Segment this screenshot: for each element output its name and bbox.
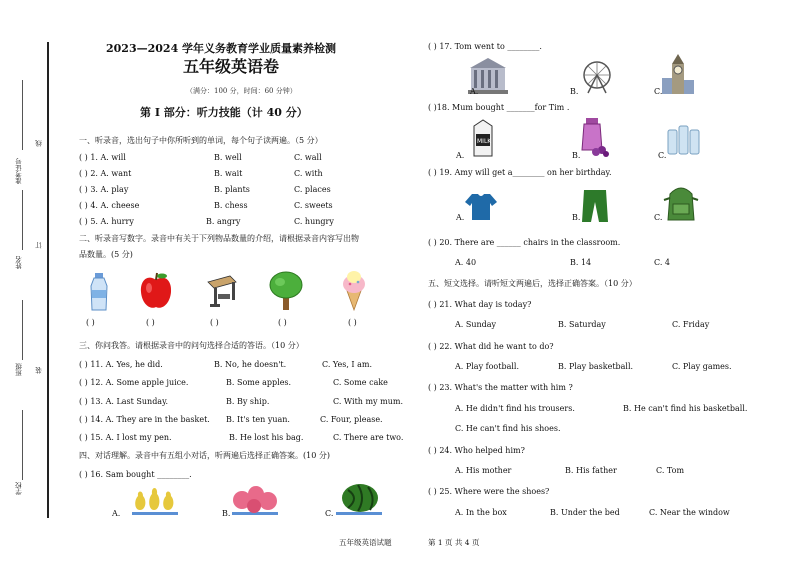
q23-b: B. He can't find his basketball. xyxy=(623,404,748,413)
q15-num: ( ) 15. A. I lost my pen. xyxy=(79,433,172,442)
q17-opt-c: C. xyxy=(654,87,663,96)
label-xuexiao: 学校 xyxy=(15,482,23,495)
q1-b: B. well xyxy=(214,153,242,162)
svg-text:MILK: MILK xyxy=(477,138,492,145)
blank-10[interactable]: ( ) xyxy=(348,318,357,327)
q17-opt-a: A. xyxy=(470,87,479,96)
q22-b: B. Play basketball. xyxy=(558,362,634,371)
q18-opt-b: B. xyxy=(572,151,581,160)
q5-c: C. hungry xyxy=(294,217,334,226)
q24-c: C. Tom xyxy=(656,466,685,475)
q19-opt-b: B. xyxy=(572,213,581,222)
q15-b: B. He lost his bag. xyxy=(229,433,304,442)
q16-opt-c: C. xyxy=(325,509,334,518)
q21: ( ) 21. What day is today? xyxy=(428,300,532,309)
q13-c: C. With my mum. xyxy=(333,397,403,406)
tree-icon xyxy=(268,270,304,312)
q13-b: B. By ship. xyxy=(226,397,270,406)
section1-title: 一、听录音，选出句子中你所听到的单词，每个句子读两遍。（5 分） xyxy=(79,136,323,145)
q11-b: B. No, he doesn't. xyxy=(214,360,287,369)
water-bottles-icon xyxy=(666,122,702,158)
exam-title: 2023—2024 学年义务教育学业质量素养检测 xyxy=(106,42,337,55)
q1-num: ( ) 1. A. will xyxy=(79,153,126,162)
score-time: （满分：100 分，时间：60 分钟） xyxy=(186,87,297,95)
q2-b: B. wait xyxy=(214,169,243,178)
q16-opt-b: B. xyxy=(222,509,231,518)
q20-a: A. 40 xyxy=(455,258,477,267)
clock-tower-icon xyxy=(660,54,696,94)
water-bottle-icon xyxy=(88,272,110,312)
paper-title: 五年级英语卷 xyxy=(183,57,280,76)
q22: ( ) 22. What did he want to do? xyxy=(428,342,554,351)
q21-c: C. Friday xyxy=(672,320,710,329)
q23: ( ) 23. What's the matter with him ? xyxy=(428,383,573,392)
grape-juice-icon xyxy=(580,116,610,158)
section4-title: 四、对话理解。录音中有五组小对话，听两遍后选择正确答案。(10 分) xyxy=(79,451,330,460)
fill-line-xingming[interactable] xyxy=(22,190,23,250)
blank-7[interactable]: ( ) xyxy=(146,318,155,327)
q24-b: B. His father xyxy=(565,466,617,475)
q4-num: ( ) 4. A. cheese xyxy=(79,201,140,210)
q11-num: ( ) 11. A. Yes, he did. xyxy=(79,360,163,369)
binding-label-zhuang: 装 xyxy=(35,367,43,374)
fill-line-zhunkaozheng[interactable] xyxy=(22,80,23,150)
q23-c: C. He can't find his shoes. xyxy=(455,424,561,433)
q2-num: ( ) 2. A. want xyxy=(79,169,132,178)
q24-a: A. His mother xyxy=(455,466,512,475)
backpack-icon xyxy=(662,184,700,224)
watermelon-icon xyxy=(336,482,382,516)
q25-b: B. Under the bed xyxy=(550,508,620,517)
q17: ( ) 17. Tom went to ________. xyxy=(428,42,542,51)
binding-label-ding: 订 xyxy=(35,242,43,249)
label-xingming: 姓名 xyxy=(15,256,23,269)
q20: ( ) 20. There are ______ chairs in the classroom. xyxy=(428,238,621,247)
q2-c: C. with xyxy=(294,169,323,178)
binding-line xyxy=(47,42,49,518)
q18-opt-c: C. xyxy=(658,151,667,160)
desk-chair-icon xyxy=(206,274,238,310)
blank-9[interactable]: ( ) xyxy=(278,318,287,327)
q19: ( ) 19. Amy will get a________ on her birthday. xyxy=(428,168,612,177)
fill-line-xuexiao[interactable] xyxy=(22,410,23,480)
binding-label-xian: 线 xyxy=(35,140,43,147)
q19-opt-a: A. xyxy=(456,213,465,222)
label-banji: 班级 xyxy=(15,363,23,376)
blank-8[interactable]: ( ) xyxy=(210,318,219,327)
ice-cream-icon xyxy=(340,270,368,312)
q25: ( ) 25. Where were the shoes? xyxy=(428,487,550,496)
q13-num: ( ) 13. A. Last Sunday. xyxy=(79,397,169,406)
section3-title: 三、你问我答。请根据录音中的问句选择合适的答语。（10 分） xyxy=(79,341,304,350)
q21-a: A. Sunday xyxy=(455,320,497,329)
footer-page: 第 1 页 共 4 页 xyxy=(428,538,480,547)
q22-c: C. Play games. xyxy=(672,362,732,371)
ferris-wheel-icon xyxy=(580,60,614,94)
q11-c: C. Yes, I am. xyxy=(322,360,373,369)
footer-left: 五年级英语试题 xyxy=(339,538,392,547)
q16-opt-a: A. xyxy=(112,509,121,518)
q14-b: B. It's ten yuan. xyxy=(226,415,290,424)
q23-a: A. He didn't find his trousers. xyxy=(455,404,575,413)
part-title: 第 I 部分：听力技能（计 40 分） xyxy=(140,106,308,119)
q16: ( ) 16. Sam bought ________. xyxy=(79,470,192,479)
q12-num: ( ) 12. A. Some apple juice. xyxy=(79,378,189,387)
fill-line-banji[interactable] xyxy=(22,300,23,360)
q25-c: C. Near the window xyxy=(649,508,730,517)
q14-num: ( ) 14. A. They are in the basket. xyxy=(79,415,210,424)
q18-opt-a: A. xyxy=(456,151,465,160)
q17-opt-b: B. xyxy=(570,87,579,96)
section5-title: 五、短文选择。请听短文两遍后，选择正确答案。（10 分） xyxy=(428,279,637,288)
trousers-icon xyxy=(580,188,610,224)
q12-c: C. Some cake xyxy=(333,378,388,387)
q22-a: A. Play football. xyxy=(455,362,519,371)
label-zhunkaozheng: 准考证号 xyxy=(15,158,23,184)
q4-c: C. sweets xyxy=(294,201,333,210)
q21-b: B. Saturday xyxy=(558,320,606,329)
q18: ( )18. Mum bought _______for Tim . xyxy=(428,103,570,112)
q24: ( ) 24. Who helped him? xyxy=(428,446,525,455)
q5-num: ( ) 5. A. hurry xyxy=(79,217,134,226)
q19-opt-c: C. xyxy=(654,213,663,222)
q15-c: C. There are two. xyxy=(333,433,404,442)
q3-num: ( ) 3. A. play xyxy=(79,185,129,194)
q12-b: B. Some apples. xyxy=(226,378,292,387)
q14-c: C. Four, please. xyxy=(320,415,383,424)
q4-b: B. chess xyxy=(214,201,248,210)
q20-c: C. 4 xyxy=(654,258,671,267)
apples-icon xyxy=(232,484,278,516)
q5-b: B. angry xyxy=(206,217,241,226)
section2-title-2: 品数量。(5 分) xyxy=(79,250,133,259)
pears-icon xyxy=(132,480,178,516)
blank-6[interactable]: ( ) xyxy=(86,318,95,327)
q20-b: B. 14 xyxy=(570,258,592,267)
q25-a: A. In the box xyxy=(455,508,507,517)
milk-carton-icon xyxy=(470,118,496,158)
q3-b: B. plants xyxy=(214,185,250,194)
t-shirt-icon xyxy=(464,192,498,222)
apple-icon xyxy=(138,272,174,312)
q1-c: C. wall xyxy=(294,153,322,162)
section2-title-1: 二、听录音写数字。录音中有关于下列物品数量的介绍，请根据录音内容写出物 xyxy=(79,234,359,243)
q3-c: C. places xyxy=(294,185,331,194)
